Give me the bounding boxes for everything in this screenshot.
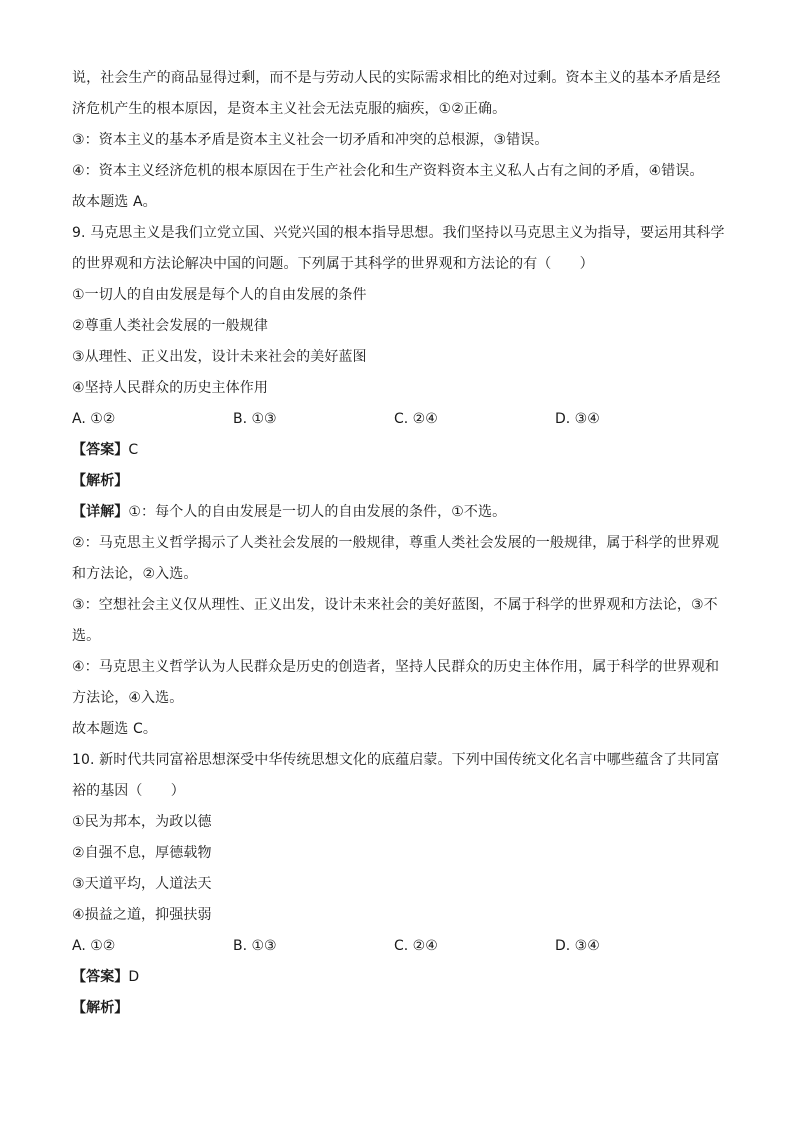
explain-line: ④：马克思主义哲学认为人民群众是历史的创造者，坚持人民群众的历史主体作用，属于科学的世界观和: [72, 659, 720, 675]
answer-label: 【答案】: [72, 969, 129, 985]
question-9-stem: 9. 马克思主义是我们立党立国、兴党兴国的根本指导思想。我们坚持以马克思主义为指导，要运用其科学: [72, 225, 725, 241]
text-line: ④：资本主义经济危机的根本原因在于生产社会化和生产资料资本主义私人占有之间的矛盾，④错误。: [72, 163, 704, 179]
question-10-item: ④损益之道，抑强扶弱: [72, 907, 212, 923]
question-10-item: ②自强不息，厚德载物: [72, 845, 212, 861]
analysis-label: 【解析】: [72, 1000, 129, 1016]
explain-line: 选。: [72, 628, 101, 644]
question-10-item: ①民为邦本，为政以德: [72, 814, 212, 830]
question-10-answer: [72, 962, 732, 993]
question-9-item: ②尊重人类社会发展的一般规律: [72, 318, 268, 334]
question-9-answer: [72, 435, 732, 466]
detail-label: 【详解】: [72, 504, 129, 520]
option-d: D. ③④: [555, 938, 600, 954]
option-b: B. ①③: [233, 938, 277, 954]
question-10-stem: 裕的基因（ ）: [72, 783, 185, 799]
option-c: C. ②④: [394, 411, 438, 427]
option-b: B. ①③: [233, 411, 277, 427]
text-line: 济危机产生的根本原因，是资本主义社会无法克服的痼疾，①②正确。: [72, 101, 507, 117]
option-a: A. ①②: [72, 411, 116, 427]
option-c: C. ②④: [394, 938, 438, 954]
document-page: [72, 63, 732, 1024]
answer-value: C: [128, 442, 139, 458]
question-9-item: ③从理性、正义出发，设计未来社会的美好蓝图: [72, 349, 367, 365]
question-10-options: [72, 931, 732, 962]
option-d: D. ③④: [555, 411, 600, 427]
text-line: ③：资本主义的基本矛盾是资本主义社会一切矛盾和冲突的总根源，③错误。: [72, 132, 549, 148]
explain-line: ③：空想社会主义仅从理性、正义出发，设计未来社会的美好蓝图，不属于科学的世界观和方法论，③不: [72, 597, 718, 613]
answer-value: D: [128, 969, 140, 985]
analysis-label: 【解析】: [72, 473, 129, 489]
explain-line: 和方法论，②入选。: [72, 566, 198, 582]
question-10-item: ③天道平均，人道法天: [72, 876, 212, 892]
text-line: 故本题选 A。: [72, 194, 157, 210]
question-9-detail: [72, 497, 732, 528]
question-10-stem: 10. 新时代共同富裕思想深受中华传统思想文化的底蕴启蒙。下列中国传统文化名言中哪些蕴含了共同富: [72, 752, 720, 768]
question-9-options: [72, 404, 732, 435]
detail-text: ①：每个人的自由发展是一切人的自由发展的条件，①不选。: [128, 504, 507, 520]
explain-line: ②：马克思主义哲学揭示了人类社会发展的一般规律，尊重人类社会发展的一般规律，属于科学的世界观: [72, 535, 720, 551]
answer-label: 【答案】: [72, 442, 129, 458]
explain-line: 故本题选 C。: [72, 721, 157, 737]
question-9-stem: 的世界观和方法论解决中国的问题。下列属于其科学的世界观和方法论的有（ ）: [72, 256, 594, 272]
text-line: 说，社会生产的商品显得过剩，而不是与劳动人民的实际需求相比的绝对过剩。资本主义的基本矛盾是经: [72, 70, 721, 86]
question-9-item: ④坚持人民群众的历史主体作用: [72, 380, 268, 396]
question-9-item: ①一切人的自由发展是每个人的自由发展的条件: [72, 287, 367, 303]
explain-line: 方法论，④入选。: [72, 690, 184, 706]
option-a: A. ①②: [72, 938, 116, 954]
